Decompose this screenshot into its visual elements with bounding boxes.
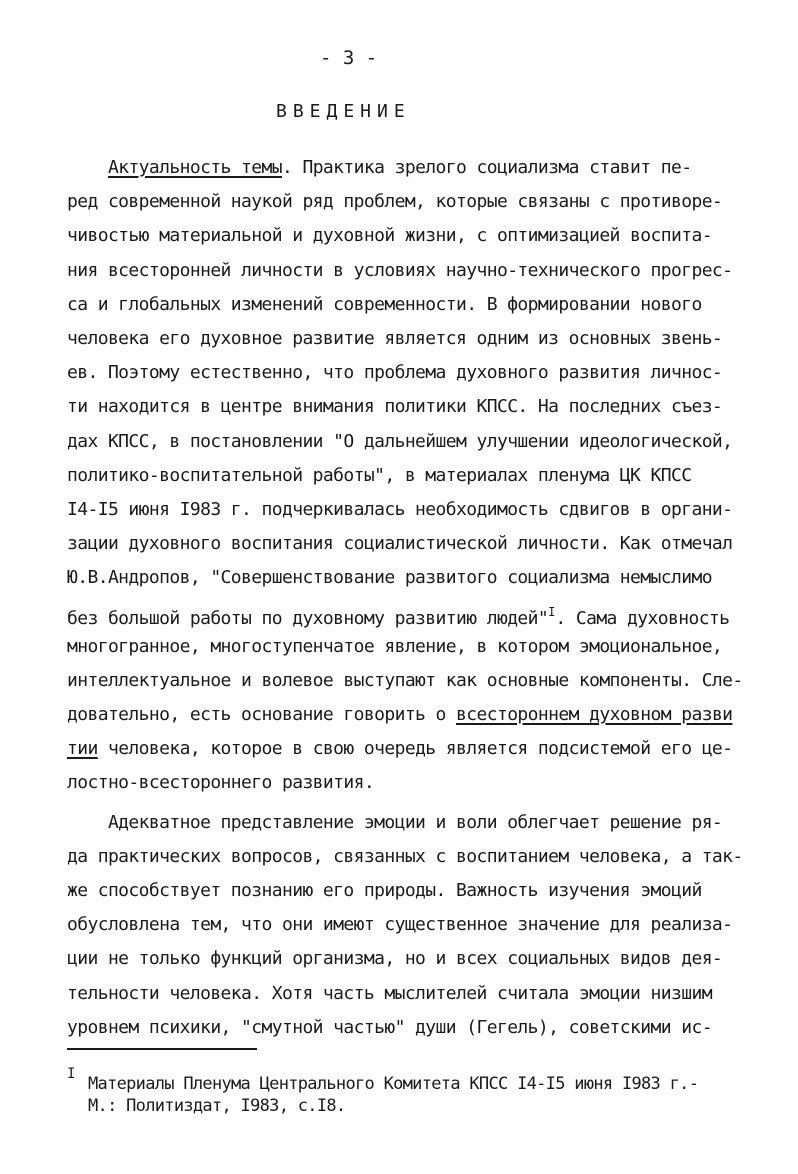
underlined-term: всестороннем духовном разви [456,704,733,725]
footnote-line: Материалы Пленума Центрального Комитета КПСС I4-I5 июня I983 г.- [88,1074,699,1094]
text-line: интеллектуальное и волевое выступают как основные компоненты. Сле- [67,669,743,691]
text-line: многогранное, многоступенчатое явление, в котором эмоциональное, [67,635,723,657]
text-line: ции не только функций организма, но и всех социальных видов дея- [67,948,723,970]
text-line: без большой работы по духовному развитию людей"$^I$. Сама духовность [67,605,730,630]
text-line: ния всесторонней личности в условиях научно-технического прогрес- [67,259,733,281]
text-line: ред современной наукой ряд проблем, которые связаны с противоре- [67,191,723,213]
text-line: уровнем психики, "смутной частью" души (Гегель), советскими ис- [67,1016,712,1038]
text-line: I4-I5 июня I983 г. подчеркивалась необходимость сдвигов в органи- [67,498,733,520]
text-line: дах КПСС, в постановлении "О дальнейшем улучшении идеологической, [67,430,733,452]
text-line: обусловлена тем, что они имеют существенное значение для реализа- [67,914,733,936]
text-line: довательно, есть основание говорить о всестороннем духовном разви [67,704,733,725]
text-line: ти находится в центре внимания политики КПСС. На последних съез- [67,396,723,418]
underlined-term: Актуальность темы [107,157,282,178]
text-line: лостно-всестороннего развития. [67,772,375,794]
text-line: тии человека, которое в свою очередь является подсистемой его це- [67,738,733,760]
text-line: Актуальность темы. Практика зрелого социализма ставит пе- [107,157,692,178]
underlined-term: тии [67,738,98,760]
footnote-marker: I [67,1066,76,1082]
text-line: Ю.В.Андропов, "Совершенствование развитого социализма немыслимо [67,567,712,589]
text-line: политико-воспитательной работы", в материалах пленума ЦК КПСС [67,464,692,486]
text-line: са и глобальных изменений современности. В формировании нового [67,293,702,315]
footnote-reference: I [548,605,556,620]
text-line: чивостью материальной и духовной жизни, с оптимизацией воспита- [67,225,712,247]
footnote [88,1073,778,1117]
text-line: да практических вопросов, связанных с воспитанием человека, а так- [67,845,743,867]
text-line: ев. Поэтому естественно, что проблема духовного развития личнос- [67,362,723,384]
page-number: - 3 - [320,47,378,69]
footnote-divider [67,1048,257,1050]
text-line: Адекватное представление эмоции и воли облегчает решение ря- [67,811,723,833]
text-line: же способствует познанию его природы. Важность изучения эмоций [67,879,702,901]
footnote-line: М.: Политиздат, I983, с.I8. [88,1096,346,1116]
text-line: тельности человека. Хотя часть мыслителей считала эмоции низшим [67,982,712,1004]
section-heading: ВВЕДЕНИЕ [276,101,411,122]
text-line: человека его духовное развитие является одним из основных звень- [67,327,723,349]
text-line: зации духовного воспитания социалистической личности. Как отмечал [67,533,733,555]
body-text [67,151,767,1045]
